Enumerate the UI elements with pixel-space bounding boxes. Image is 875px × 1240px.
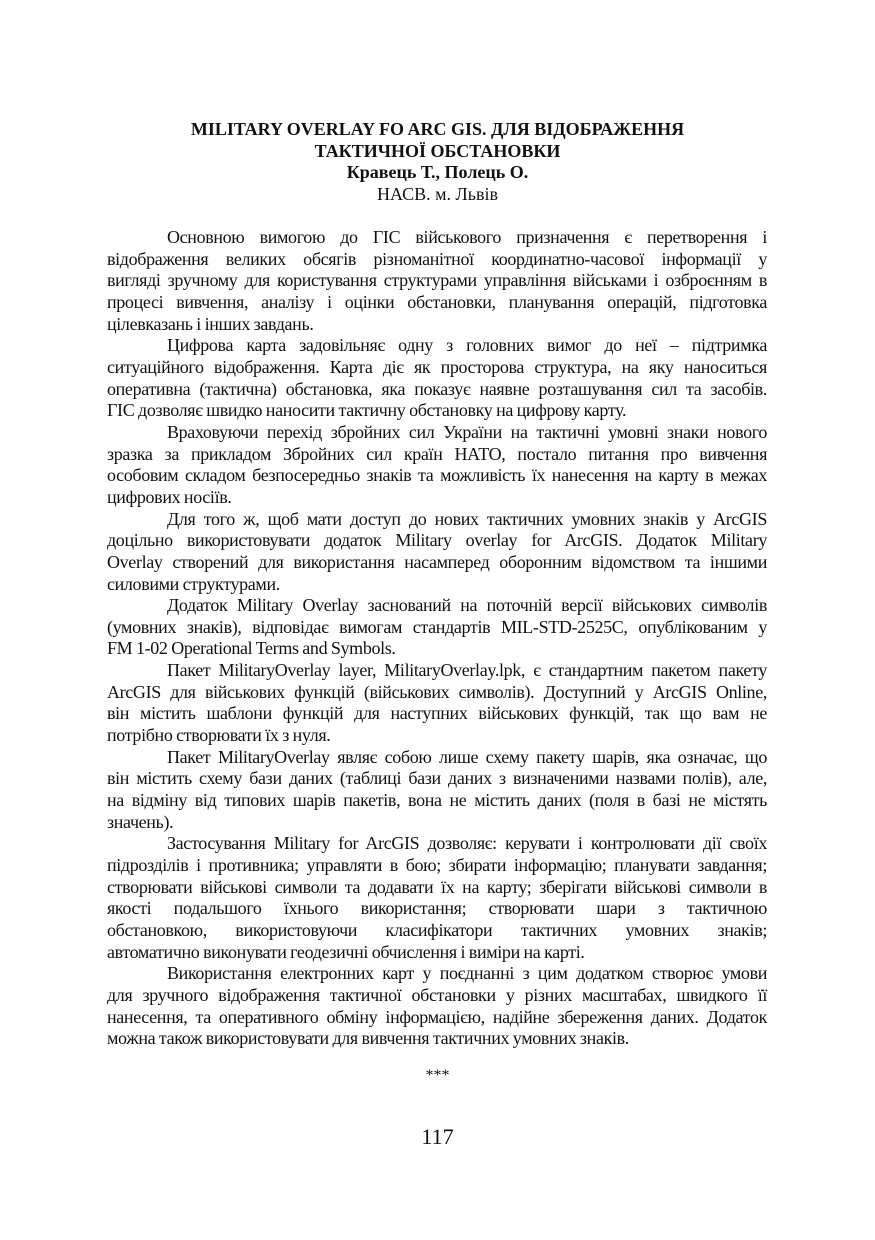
paragraph-line: обстановкою, використовуючи класифікатори тактичних умовних знаків; xyxy=(107,920,767,940)
paragraph-line: автоматично виконувати геодезичні обчислення і виміри на карті. xyxy=(107,941,585,962)
paragraph xyxy=(107,963,767,1050)
paragraph xyxy=(107,595,767,660)
paragraph-line: Застосування Military for ArcGIS дозволяє: керувати і контролювати дії своїх xyxy=(167,833,767,854)
paragraph xyxy=(107,660,767,747)
paragraph-line: ArcGIS для військових функцій (військових символів). Доступний у ArcGIS Online, xyxy=(107,681,767,702)
paragraph-line: доцільно використовувати додаток Military overlay for ArcGIS. Додаток Military xyxy=(107,530,767,551)
paragraph xyxy=(107,335,767,422)
paragraph-line: ГІС дозволяє швидко наносити тактичну обстановку на цифрову карту. xyxy=(107,400,627,421)
paragraph-line: (умовних знаків), відповідає вимогам стандартів MIL-STD-2525C, опублікованим у xyxy=(107,616,767,637)
paragraph xyxy=(107,833,767,963)
paragraph-line: він містить шаблони функцій для наступних військових функцій, так що вам не xyxy=(107,703,767,724)
paragraph-line: Використання електронних карт у поєднанні з цим додатком створює умови xyxy=(167,963,767,984)
paragraph-line: вигляді зручному для користування структурами управління військами і озброєнням в xyxy=(107,270,767,291)
paragraph-line: Додаток Military Overlay заснований на поточній версії військових символів xyxy=(167,595,767,616)
paragraph-line: він містить схему бази даних (таблиці бази даних з визначеними назвами полів), але, xyxy=(107,768,767,789)
paragraph-line: силовими структурами. xyxy=(107,573,280,594)
paragraph-line: потрібно створювати їх з нуля. xyxy=(107,725,331,746)
paragraph-line: цифрових носіїв. xyxy=(107,486,232,507)
article-header xyxy=(0,119,875,205)
page-number: 117 xyxy=(421,1124,454,1149)
paragraph-line: Враховуючи перехід збройних сил України на тактичні умовні знаки нового xyxy=(167,421,767,442)
paragraph-line: на відміну від типових шарів пакетів, вона не містить даних (поля в базі не містять xyxy=(107,790,767,811)
paragraph-line: значень). xyxy=(107,811,174,832)
paragraph-line: цілевказань і інших завдань. xyxy=(107,313,314,334)
paragraph-line: нанесення, та оперативного обміну інформацією, надійне збереження даних. Додаток xyxy=(107,1006,767,1027)
paragraph-line: Основною вимогою до ГІС військового призначення є перетворення і xyxy=(167,227,767,247)
paragraph xyxy=(107,747,767,834)
paragraph-line: підрозділів і противника; управляти в бою; збирати інформацію; планувати завдання; xyxy=(107,855,767,876)
paragraph-line: FM 1-02 Operational Terms and Symbols. xyxy=(107,638,396,659)
section-separator: *** xyxy=(425,1067,450,1084)
paragraph-line: оперативна (тактична) обстановка, яка показує наявне розташування сил та засобів. xyxy=(107,378,767,399)
paragraph-line: створювати військові символи та додавати їх на карту; зберігати військові символи в xyxy=(107,876,767,897)
paragraph-line: можна також використовувати для вивчення тактичних умовних знаків. xyxy=(107,1028,629,1049)
paragraph-line: для зручного відображення тактичної обстановки у різних масштабах, швидкого її xyxy=(107,984,767,1005)
paragraph-line: процесі вивчення, аналізу і оцінки обстановки, планування операцій, підготовка xyxy=(107,291,767,312)
article-authors: Кравець Т., Полець О. xyxy=(346,162,529,182)
paragraph xyxy=(107,509,767,596)
paragraph-line: відображення великих обсягів різноманітної координатно-часової інформації у xyxy=(107,248,767,269)
paragraph-line: ситуаційного відображення. Карта діє як просторова структура, на яку наноситься xyxy=(107,356,767,377)
paragraph-line: Пакет MilitaryOverlay layer, MilitaryOverlay.lpk, є стандартним пакетом пакету xyxy=(167,660,767,681)
paragraph-line: якості подальшого їхнього використання; створювати шари з тактичною xyxy=(107,898,767,919)
paragraph-line: Для того ж, щоб мати доступ до нових тактичних умовних знаків у ArcGIS xyxy=(167,508,767,529)
paragraph-line: Overlay створений для використання насамперед оборонним відомством та іншими xyxy=(107,551,767,572)
paragraph-line: особовим складом безпосередньо знаків та можливість їх нанесення на карту в межах xyxy=(107,465,767,486)
article-affiliation: НАСВ. м. Львів xyxy=(377,183,498,204)
article-body xyxy=(107,227,767,1050)
paragraph-line: зразка за прикладом Збройних сил країн НАТО, постало питання про вивчення xyxy=(107,443,767,464)
paragraph-line: Пакет MilitaryOverlay являє собою лише схему пакету шарів, яка означає, що xyxy=(167,746,767,767)
paragraph xyxy=(107,227,767,335)
article-title-line-2: ТАКТИЧНОЇ ОБСТАНОВКИ xyxy=(314,140,561,161)
paragraph-line: Цифрова карта задовільняє одну з головних вимог до неї – підтримка xyxy=(167,335,767,356)
article-title-line-1: MILITARY OVERLAY FO ARC GIS. ДЛЯ ВІДОБРАЖЕННЯ xyxy=(190,119,685,139)
paragraph xyxy=(107,422,767,509)
